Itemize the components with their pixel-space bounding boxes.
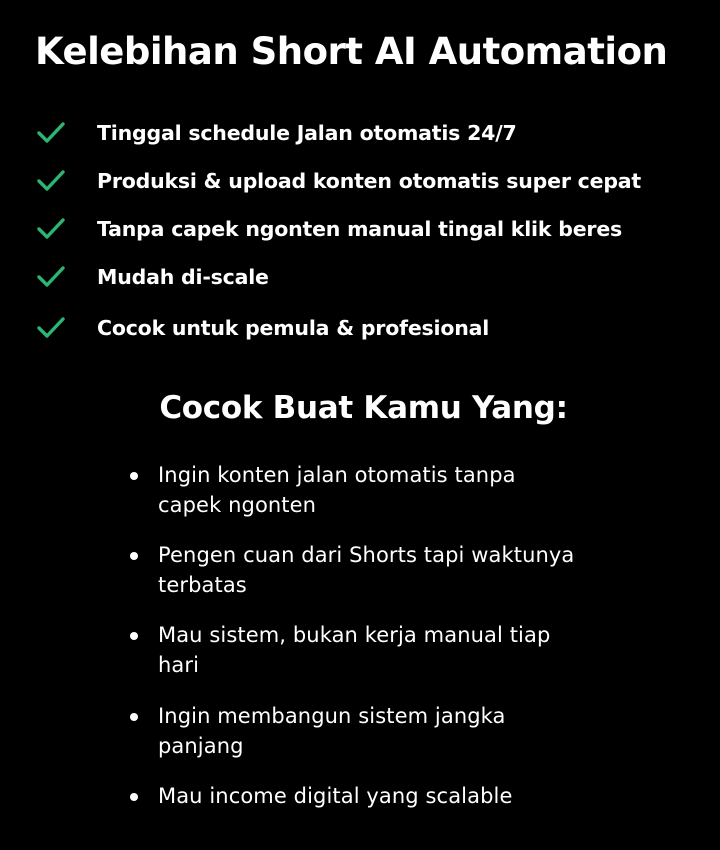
audience-label: Mau sistem, bukan kerja manual tiap hari [158, 623, 551, 677]
bullet-icon [130, 632, 138, 640]
benefit-label: Tanpa capek ngonten manual tingal klik beres [97, 217, 623, 241]
audience-label: Mau income digital yang scalable [158, 784, 513, 808]
benefit-label: Tinggal schedule Jalan otomatis 24/7 [97, 121, 517, 145]
benefit-label: Cocok untuk pemula & profesional [97, 316, 490, 340]
page-title: Kelebihan Short AI Automation [35, 30, 668, 73]
audience-label: Ingin membangun sistem jangka panjang [158, 704, 506, 758]
benefit-label: Mudah di-scale [97, 265, 269, 289]
bullet-icon [130, 472, 138, 480]
audience-label: Pengen cuan dari Shorts tapi waktunya terbatas [158, 543, 575, 597]
bullet-icon [130, 793, 138, 801]
audience-heading: Cocok Buat Kamu Yang: [159, 390, 568, 426]
bullet-icon [130, 552, 138, 560]
benefit-label: Produksi & upload konten otomatis super cepat [97, 169, 642, 193]
bullet-icon [130, 713, 138, 721]
audience-label: Ingin konten jalan otomatis tanpa capek ngonten [158, 463, 516, 517]
